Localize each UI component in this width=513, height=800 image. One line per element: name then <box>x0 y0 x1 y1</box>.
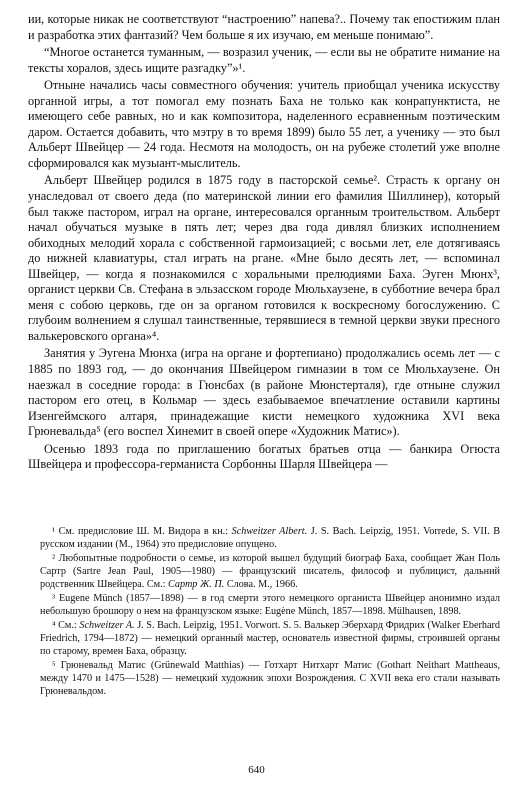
main-text <box>28 12 500 473</box>
footnote-text: См. предисловие Ш. М. Видора в кн.: <box>58 526 232 537</box>
footnote-4 <box>40 619 500 658</box>
footnote-marker: ³ <box>52 593 56 604</box>
paragraph-5: Занятия у Эугена Мюнха (игра на органе и фортепиано) продолжались осемь лет — с 1885 по 1893 год, — до окончания Швейцером гимназии в том се Мюльхаузене. Он наезжал в соседние города: в Гюнсбах (в районе Мюнстерталя), где отныне служил пастором его отец, в Кольмар — здесь езабываемое впечатление оставили картины Изенгеймского алтаря, принадежащие кисти немецкого художника XVI века Грюневальда⁵ (его воспел Хинемит в своей опере «Художник Матис»). <box>28 346 500 439</box>
footnote-1 <box>40 525 500 551</box>
paragraph-4: Альберт Швейцер родился в 1875 году в пасторской семье². Страсть к органу он унаследовал от своего деда (по материнской линии его фамилия Шиллинер), который был также пастором, играл на органе, интересовался органным троительством. Альберт начал обучаться музыке в пять лет; через два года дивлял близких исполнением обиходных мелодий хорала с собственной гармоизацией; с восьми лет, еле дотягиваясь до нижней клавиатуры, стал играть на ргане. «Мне было десять лет, — вспоминал Швейцер, — когда я познакомился с хоральными прелюдиями Баха. Эуген Мюнх³, органист церкви Св. Стефана в эльзасском городе Мюльхаузене, в субботние вечера брал меня с собою церковь, где он за органом готовился к воскресному богослужению. С глубоим волнением я слушал таинственные, терявшиеся в темной церкви звуки пресного валькеровского органа»⁴. <box>28 173 500 343</box>
footnote-3 <box>40 592 500 618</box>
footnote-text: Грюневальд Матис (Grünewald Matthias) — Готхарт Нитхарт Матис (Gothart Neithart Mattheaus, между 1470 и 1475—1528) — немецкий художник эпохи Возрождения. С XVII века его стали называть Грюневальдом. <box>40 660 500 697</box>
page-number: 640 <box>248 764 265 776</box>
paragraph-3: Отныне начались часы совместного обучения: учитель приобщал ученика искусству органной игры, а тот помогал ему познать Баха не только как конрапунктиста, не имеющего себе равных, но и как композитора, наделенного есравненным поэтическим даром. Остается добавить, что мэтру в то время 1899) было 55 лет, а ученику — это был Альберт Швейцер — 24 года. Несмотя на молодость, он на рубеже столетий уже вполне сформировался как музыант-мыслитель. <box>28 78 500 170</box>
footnote-marker: ¹ <box>52 526 56 537</box>
paragraph-6: Осенью 1893 года по приглашению богатых братьев отца — банкира Огюста Швейцера и профессора-германиста Сорбонны Шарля Швейцера — <box>28 441 500 472</box>
footnote-text: J. S. Bach. Leipzig, 1951. Vorwort. S. 5. Валькер Эберхард Фридрих (Walker Eberhard Friedrich, 1794—1872) — немецкий органный мастер, основатель известной фирмы, строившей органы по старому, времен Баха, образцу. <box>40 620 501 657</box>
footnote-text: См.: <box>58 620 80 631</box>
paragraph-2: “Многое останется туманным, — возразил ученик, — если вы не обратите нимание на тексты хоралов, здесь ищите разгадку”»¹. <box>28 45 500 75</box>
footnote-italic: Schweitzer Albert. <box>231 526 308 537</box>
footnote-text: J. S. Bach. Leipzig, 1951. Vorrede, S. VII. В русском издании (М., 1964) это предисловие опущено. <box>40 526 501 550</box>
footnote-5 <box>40 659 500 698</box>
footnote-marker: ² <box>52 553 56 564</box>
footnote-text: Слова. М., 1966. <box>224 579 298 590</box>
footnote-italic: Schweitzer A. <box>79 620 135 631</box>
footnote-text: Eugene Münch (1857—1898) — в год смерти этого немецкого органиста Швейцер анонимно издал небольшую брошюру о нем на французском языке: Eugène Münch, 1857—1898. Mülhausen, 1898. <box>40 593 501 617</box>
paragraph-1: ии, которые никак не соответствуют “настроению” напева?.. Почему так епостижим план и разработка этих фантазий? Чем больше я их изучаю, ем меньше понимаю”. <box>28 12 500 42</box>
footnote-marker: ⁵ <box>52 660 56 671</box>
footnotes <box>40 525 500 699</box>
footnote-marker: ⁴ <box>52 620 56 631</box>
footnote-italic: Сартр Ж. П. <box>168 579 225 590</box>
footnote-2 <box>40 552 500 591</box>
footnote-text: Любопытные подробности о семье, из которой вышел будущий биограф Баха, сообщает Жан Поль Сартр (Sartre Jean Paul, 1905—1980) — французский писатель, философ и публицист, дальний родственник Швейцера. См.: <box>40 553 501 590</box>
